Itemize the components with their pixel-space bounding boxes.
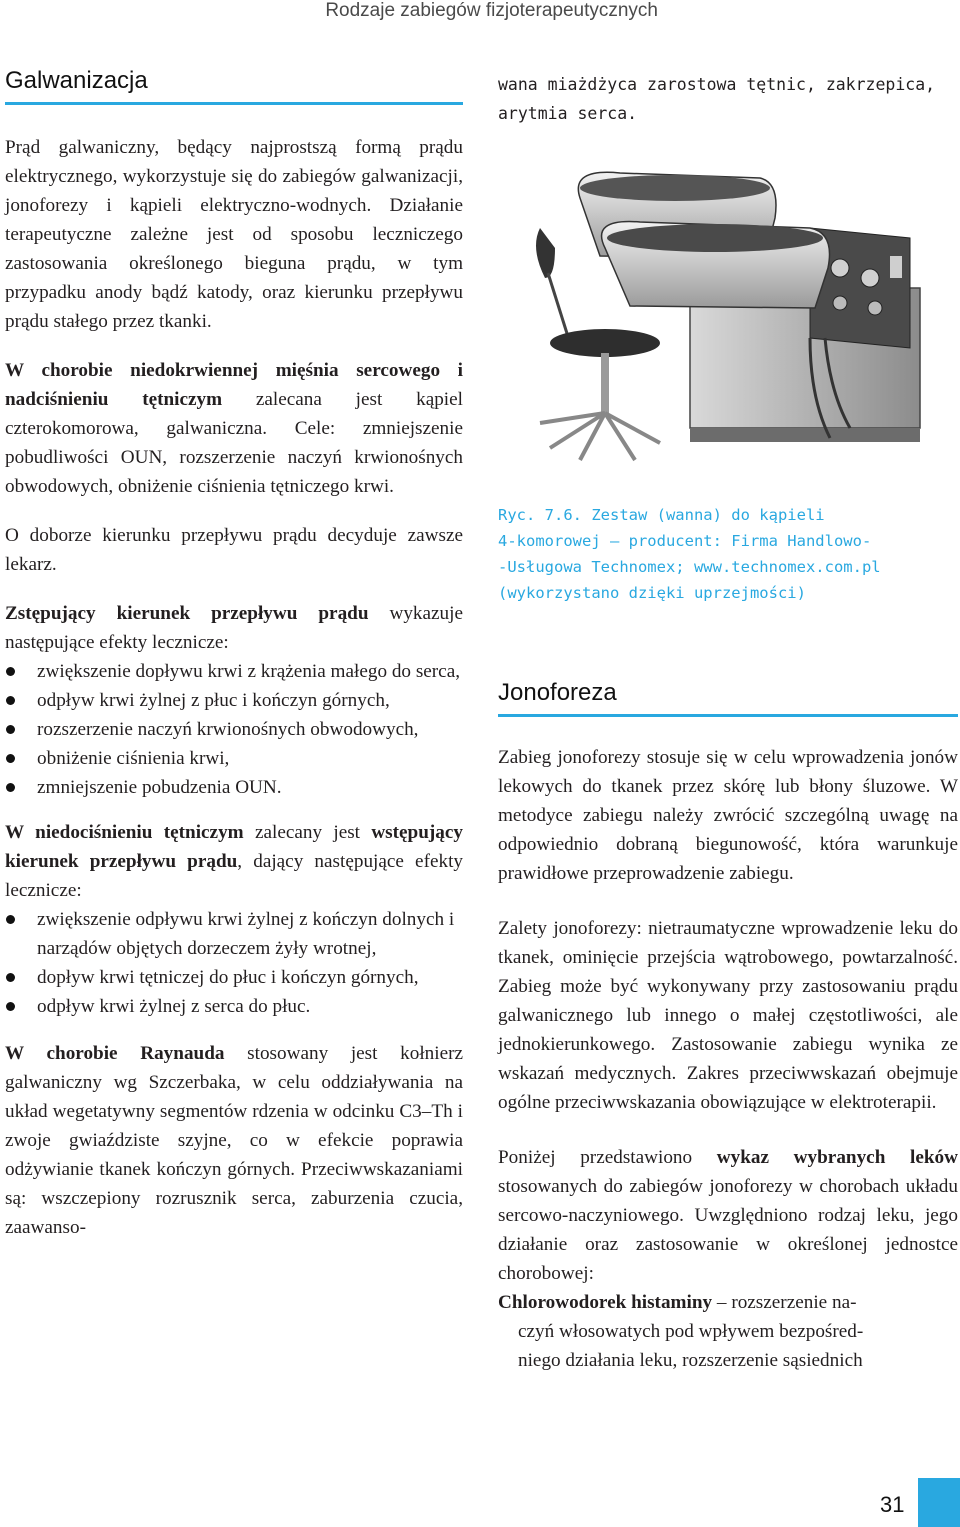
list-item: zmniejszenie pobudzenia OUN.	[5, 773, 463, 802]
section-title-jonoforeza: Jonoforeza	[498, 679, 617, 706]
drug-description: czyń włosowatych pod wpływem bezpośred-	[518, 1321, 864, 1342]
paragraph-text: , dający następujące efekty lecznicze:	[5, 851, 463, 901]
section-title-galwanizacja: Galwanizacja	[5, 67, 148, 94]
paragraph-text: Poniżej przedstawiono	[498, 1147, 717, 1168]
right-column	[498, 678, 958, 1375]
paragraph-doctor: O doborze kierunku przepływu prądu decyduje zawsze lekarz.	[5, 525, 463, 575]
bath-set-photo	[510, 138, 960, 468]
bold-phrase: W chorobie Raynauda	[5, 1043, 225, 1064]
paragraph-jonoforeza-advantages: Zalety jonoforezy: nietraumatyczne wprowadzenie leku do tkanek, ominięcie przejścia wątrobowego, powtarzalność. Zabieg może być wykonywany przy zastosowaniu prądu galwanicznego lub innego o małej częstotliwości, ale jednokierunkowego. Zastosowanie zabiegu wynika ze wskazań medycznych. Zakres przeciwwskazań obejmuje ogólne przeciwwskazania obowiązujące w elektroterapii.	[498, 918, 958, 1113]
paragraph-raynaud	[5, 1039, 463, 1242]
continuation-text	[498, 70, 958, 128]
list-item: zwiększenie odpływu krwi żylnej z kończyn dolnych i narządów objętych dorzeczem żyły wrotnej,	[5, 905, 463, 963]
paragraph-intro: Prąd galwaniczny, będący najprostszą formą prądu elektrycznego, wykorzystuje się do zabiegów galwanizacji, jonoforezy i kąpieli elektryczno-wodnych. Działanie terapeutyczne zależne jest od sposobu leczniczego zastosowania określonego bieguna prądu, w tym przypadku anody bądź katody, oraz kierunku przepływu prądu stałego przez tkanki.	[5, 137, 463, 332]
list-item: zwiększenie dopływu krwi z krążenia małego do serca,	[5, 657, 463, 686]
paragraph-text: stosowanych do zabiegów jonoforezy w chorobach układu sercowo-naczyniowego. Uwzględniono rodzaj leku, jego działanie oraz zastosowanie w określonej jednostce chorobowej:	[498, 1176, 958, 1284]
left-column	[5, 66, 463, 1242]
bold-phrase: W chorobie niedokrwiennej mięśnia sercowego i nadciśnieniu tętniczym	[5, 360, 463, 410]
caption-line: 4-komorowej – producent: Firma Handlowo-	[498, 532, 872, 550]
bold-phrase: wstępujący kierunek przepływu prądu	[5, 822, 463, 872]
paragraph-text: wykazuje następujące efekty lecznicze:	[5, 603, 463, 653]
list-item: obniżenie ciśnienia krwi,	[5, 744, 463, 773]
list-item: odpływ krwi żylnej z serca do płuc.	[5, 992, 463, 1021]
paragraph-jonoforeza-intro: Zabieg jonoforezy stosuje się w celu wprowadzenia jonów lekowych do tkanek przez skórę lub błony śluzowe. W metodyce zabiegu należy zwrócić szczególną uwagę na odpowiednio dobraną biegunowość, która warunkuje prawidłowe przeprowadzenie zabiegu.	[498, 747, 958, 884]
running-header: Rodzaje zabiegów fizjoterapeutycznych	[325, 0, 658, 21]
bold-phrase: W niedociśnieniu tętniczym	[5, 822, 244, 843]
page-number: 31	[880, 1492, 905, 1517]
drug-description: – rozszerzenie na-	[712, 1292, 857, 1313]
effects-list-descending	[5, 657, 463, 802]
corner-tab	[918, 1478, 960, 1527]
paragraph-continuation: wana miażdżyca zarostowa tętnic, zakrzepica, arytmia serca.	[498, 75, 936, 123]
effects-list-ascending	[5, 905, 463, 1021]
paragraph-text: zalecany jest	[243, 822, 372, 843]
paragraph-ischemic	[5, 356, 463, 501]
bold-phrase: wykaz wybranych leków	[716, 1147, 958, 1168]
drug-entry-histamine	[498, 1288, 958, 1375]
paragraph-drug-list-intro	[498, 1143, 958, 1288]
bold-phrase: Zstępujący kierunek przepływu prądu	[5, 603, 369, 624]
paragraph-descending	[5, 599, 463, 657]
list-item: rozszerzenie naczyń krwionośnych obwodowych,	[5, 715, 463, 744]
drug-description: niego działania leku, rozszerzenie sąsiednich	[518, 1350, 863, 1371]
caption-line: (wykorzystano dzięki uprzejmości)	[498, 584, 806, 602]
list-item: odpływ krwi żylnej z płuc i kończyn górnych,	[5, 686, 463, 715]
paragraph-text: zalecana jest kąpiel czterokomorowa, galwaniczna. Cele: zmniejszenie pobudliwości OUN, rozszerzenie naczyń krwionośnych obwodowych, obniżenie ciśnienia tętniczego krwi.	[5, 389, 463, 497]
drug-name: Chlorowodorek histaminy	[498, 1292, 713, 1313]
paragraph-hypotension	[5, 818, 463, 905]
list-item: dopływ krwi tętniczej do płuc i kończyn górnych,	[5, 963, 463, 992]
caption-line: Ryc. 7.6. Zestaw (wanna) do kąpieli	[498, 506, 825, 524]
figure-caption	[498, 502, 958, 606]
paragraph-text: stosowany jest kołnierz galwaniczny wg Szczerbaka, w celu oddziaływania na układ wegetatywny segmentów rdzenia w odcinku C3–Th i zwoje gwiaździste szyjne, co w efekcie poprawia odżywianie tkanek kończyn górnych. Przeciwwskazaniami są: wszczepiony rozrusznik serca, zaburzenia czucia, zaawanso-	[5, 1043, 463, 1238]
caption-line: -Usługowa Technomex; www.technomex.com.pl	[498, 558, 881, 576]
